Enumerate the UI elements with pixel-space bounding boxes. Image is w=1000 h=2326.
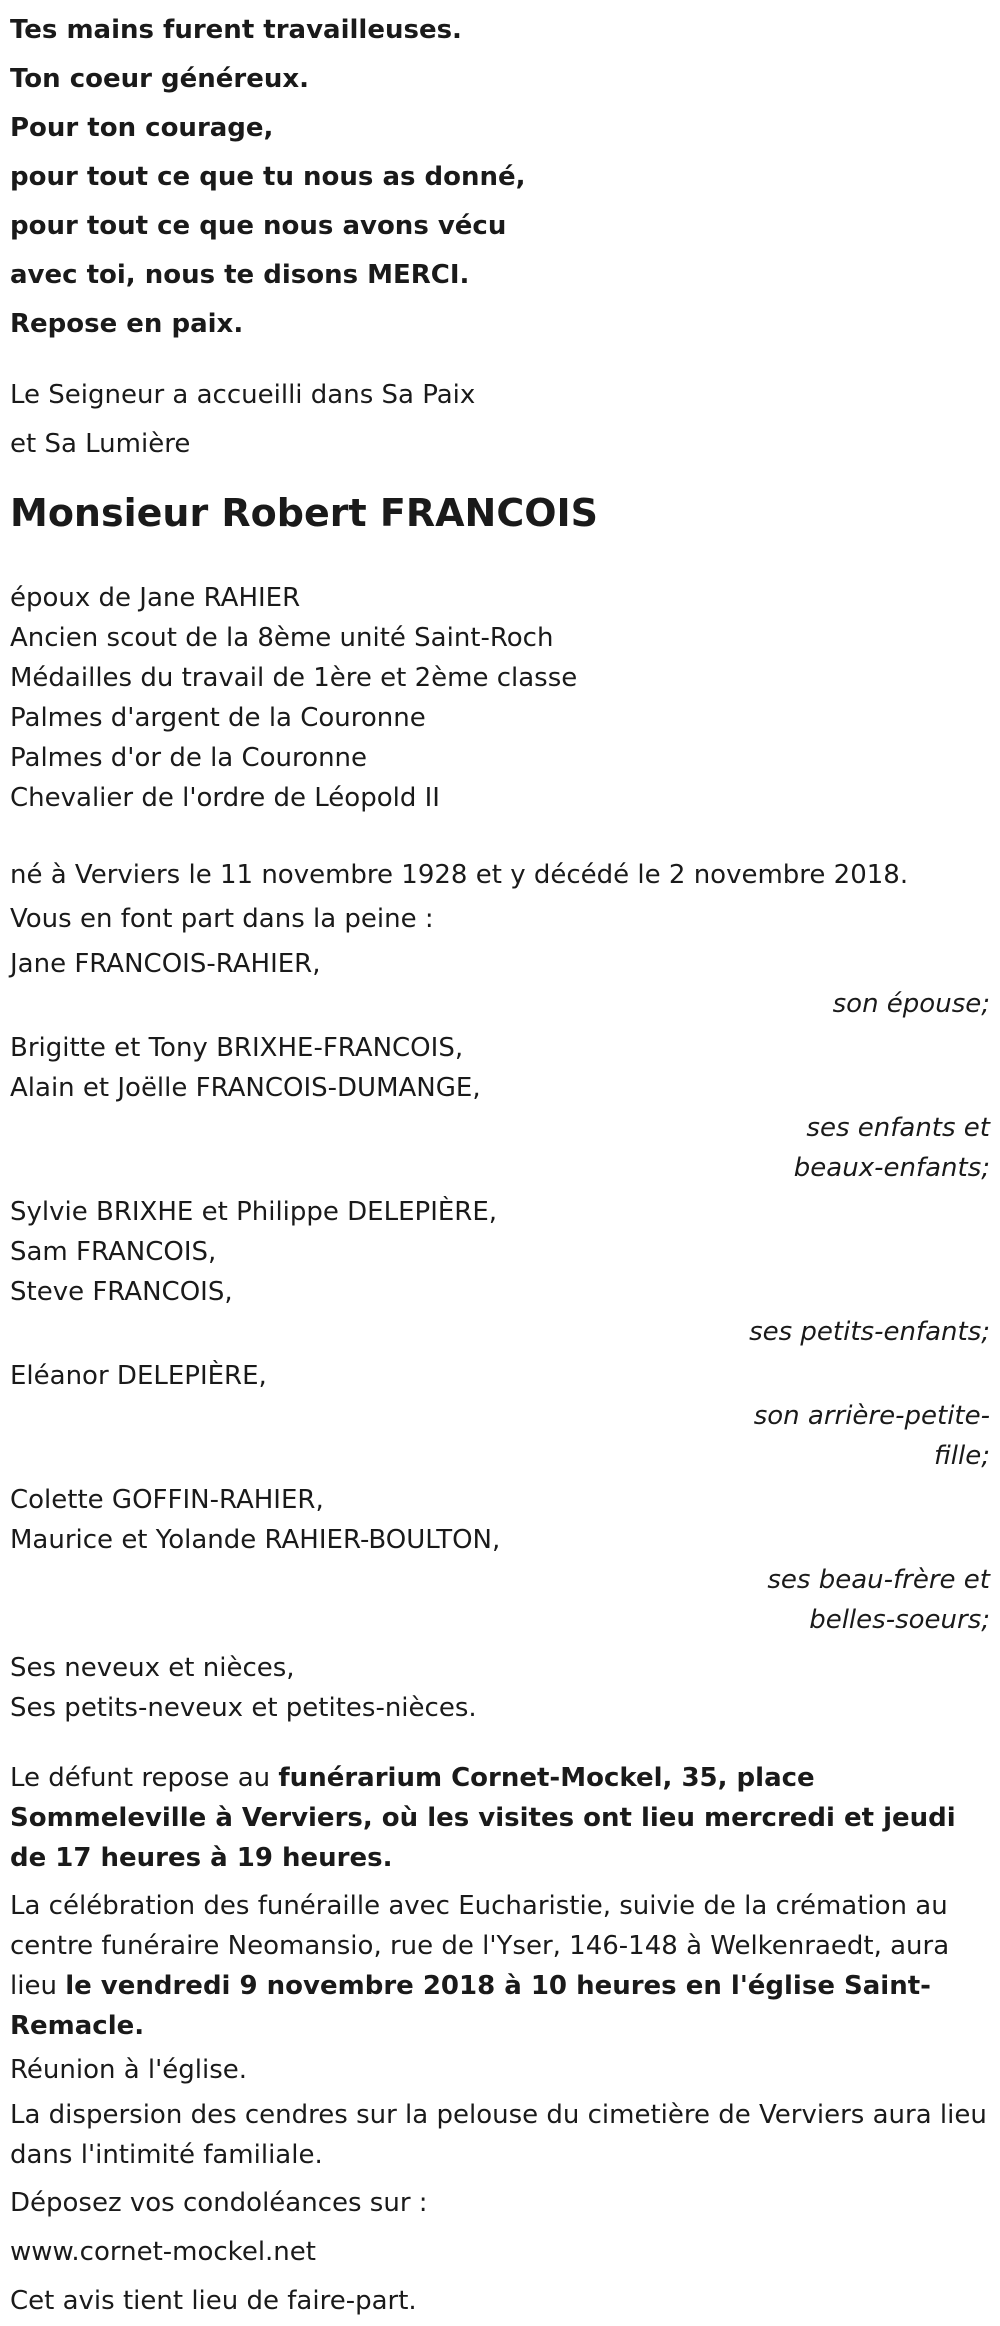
family-group — [10, 1480, 990, 1640]
family-group — [10, 1192, 990, 1352]
repose-paragraph — [10, 1758, 990, 1878]
birth-death-line: né à Verviers le 11 novembre 1928 et y décédé le 2 novembre 2018. — [10, 860, 909, 890]
poem-line: pour tout ce que nous avons vécu — [10, 211, 507, 241]
closing-line: Cet avis tient lieu de faire-part. — [10, 2286, 417, 2316]
relation-line: son épouse; — [832, 989, 990, 1019]
family-name: Maurice et Yolande RAHIER-BOULTON, — [10, 1525, 501, 1555]
family-name: Eléanor DELEPIÈRE, — [10, 1361, 267, 1391]
poem-line: Ton coeur généreux. — [10, 64, 309, 94]
family-name: Sylvie BRIXHE et Philippe DELEPIÈRE, — [10, 1197, 498, 1227]
poem-line: avec toi, nous te disons MERCI. — [10, 260, 470, 290]
family-relation — [10, 1312, 990, 1352]
repose-details: funérarium Cornet-Mockel, 35, place Sommeleville à Verviers, où les visites ont lieu mercredi et jeudi de 17 heures à 19 heures. — [10, 1763, 956, 1873]
repose-prefix: Le défunt repose au — [10, 1763, 279, 1793]
title-line: époux de Jane RAHIER — [10, 583, 301, 613]
family-relation — [10, 1108, 990, 1188]
family-relation — [10, 1560, 990, 1640]
family-name: Sam FRANCOIS, — [10, 1237, 217, 1267]
website-link[interactable]: www.cornet-mockel.net — [10, 2237, 316, 2267]
family-names — [10, 944, 990, 984]
intro-line: et Sa Lumière — [10, 429, 191, 459]
family-group — [10, 1356, 990, 1476]
title-line: Médailles du travail de 1ère et 2ème classe — [10, 663, 578, 693]
title-line: Palmes d'or de la Couronne — [10, 743, 368, 773]
relation-line: beaux-enfants; — [793, 1153, 990, 1183]
family-relation — [10, 984, 990, 1024]
family-name: Colette GOFFIN-RAHIER, — [10, 1485, 324, 1515]
poem-line: Repose en paix. — [10, 309, 244, 339]
family-group — [10, 944, 990, 1024]
poem-line: Tes mains furent travailleuses. — [10, 15, 462, 45]
relation-line: ses petits-enfants; — [749, 1317, 990, 1347]
family-names — [10, 1028, 990, 1108]
relation-line: ses beau-frère et — [767, 1565, 990, 1595]
announcement-line: Vous en font part dans la peine : — [10, 904, 434, 934]
obituary-notice — [10, 0, 990, 2326]
family-relation — [10, 1396, 990, 1476]
poem — [10, 6, 990, 349]
celebration-paragraph — [10, 1886, 990, 2046]
relation-line: ses enfants et — [806, 1113, 990, 1143]
poem-line: pour tout ce que tu nous as donné, — [10, 162, 526, 192]
family-name: Alain et Joëlle FRANCOIS-DUMANGE, — [10, 1073, 481, 1103]
title-line: Ancien scout de la 8ème unité Saint-Roch — [10, 623, 554, 653]
relation-line: son arrière-petite- — [753, 1401, 990, 1431]
poem-line: Pour ton courage, — [10, 113, 274, 143]
intro-line: Le Seigneur a accueilli dans Sa Paix — [10, 380, 476, 410]
family-names — [10, 1480, 990, 1560]
celebration-details: le vendredi 9 novembre 2018 à 10 heures en l'église Saint-Remacle. — [10, 1971, 931, 2041]
reunion-line: Réunion à l'église. — [10, 2055, 248, 2085]
nephews-line: Ses neveux et nièces, — [10, 1653, 295, 1683]
family-names — [10, 1356, 990, 1396]
celebration-prefix: La célébration des funéraille avec Eucharistie, suivie de la crémation au centre funéraire Neomansio, rue de l'Yser, 146-148 à Welkenraedt, aura lieu — [10, 1891, 950, 2001]
titles — [10, 578, 990, 818]
nephews-line: Ses petits-neveux et petites-nièces. — [10, 1693, 477, 1723]
nephews — [10, 1648, 990, 1728]
family-group — [10, 1028, 990, 1188]
deceased-name: Monsieur Robert FRANCOIS — [10, 491, 599, 535]
family-names — [10, 1192, 990, 1312]
title-line: Chevalier de l'ordre de Léopold II — [10, 783, 440, 813]
family-name: Steve FRANCOIS, — [10, 1277, 233, 1307]
intro — [10, 371, 990, 469]
family-name: Jane FRANCOIS-RAHIER, — [10, 949, 321, 979]
relation-line: fille; — [934, 1441, 990, 1471]
family-name: Brigitte et Tony BRIXHE-FRANCOIS, — [10, 1033, 464, 1063]
dispersion-paragraph: La dispersion des cendres sur la pelouse du cimetière de Verviers aura lieu dans l'intimité familiale. — [10, 2100, 987, 2170]
relation-line: belles-soeurs; — [809, 1605, 990, 1635]
condolences-line: Déposez vos condoléances sur : — [10, 2188, 428, 2218]
title-line: Palmes d'argent de la Couronne — [10, 703, 426, 733]
